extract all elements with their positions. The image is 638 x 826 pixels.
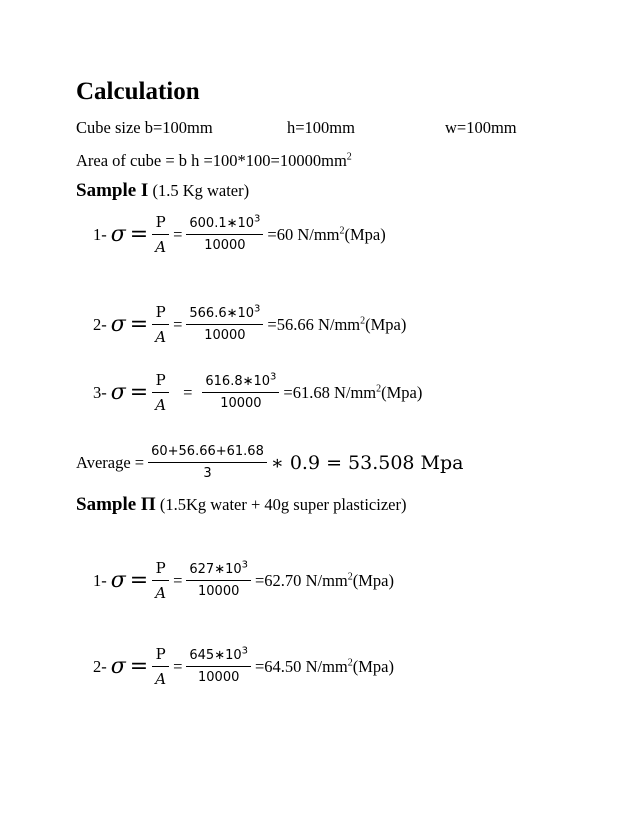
row-result <box>255 571 394 591</box>
result-value: =64.50 <box>255 656 302 676</box>
sample1-row-3 <box>93 371 426 414</box>
average-label: Average = <box>76 452 145 472</box>
fraction-numerator <box>186 213 263 235</box>
fraction-denominator: 10000 <box>220 396 262 411</box>
numerator-exponent: 3 <box>270 371 277 383</box>
sample2-label: Sample Π <box>76 494 156 515</box>
row-result <box>267 225 385 245</box>
p-over-a-fraction <box>152 213 169 256</box>
sample2-row-1 <box>93 559 398 602</box>
fraction-numerator <box>186 559 251 581</box>
value-fraction <box>202 371 279 411</box>
value-fraction <box>186 645 251 685</box>
page-title: Calculation <box>76 78 200 105</box>
unit-prefix: N/mm <box>301 570 348 590</box>
unit-sup: 2 <box>347 571 353 582</box>
fraction-numerator <box>186 645 251 667</box>
sample1-label: Sample I <box>76 180 149 201</box>
cube-area-text: Area of cube = b h =100*100=10000mm <box>76 151 347 170</box>
unit-prefix: N/mm <box>313 314 361 334</box>
unit-prefix: N/mm <box>301 656 348 676</box>
sigma-symbol: σ <box>110 654 126 679</box>
fraction-denominator: 10000 <box>198 584 240 599</box>
unit-prefix: N/mm <box>293 224 340 244</box>
fraction-denominator: A <box>155 328 167 346</box>
p-over-a-fraction <box>152 371 169 414</box>
numerator-base: 616.8∗10 <box>205 374 271 389</box>
cube-size-b: Cube size b=100mm <box>76 118 213 137</box>
equals-sign: = <box>173 656 183 676</box>
sigma-symbol: σ <box>110 222 126 247</box>
sample1-row-2 <box>93 303 410 346</box>
row-index: 1- <box>93 224 107 244</box>
average-fraction <box>148 444 267 481</box>
row-result <box>255 657 394 677</box>
fraction-denominator: A <box>155 670 167 688</box>
fraction-denominator: 10000 <box>204 238 246 253</box>
row-index: 1- <box>93 570 107 590</box>
numerator-exponent: 3 <box>241 559 248 571</box>
p-over-a-fraction <box>152 303 169 346</box>
fraction-numerator: 60+56.66+61.68 <box>148 444 267 463</box>
row-result <box>283 383 422 403</box>
sample2-note: (1.5Kg water + 40g super plasticizer) <box>155 495 407 514</box>
equals-sign: = <box>173 224 183 244</box>
result-value: =56.66 <box>267 314 314 334</box>
sample1-heading <box>76 180 249 202</box>
fraction-numerator: P <box>152 371 169 393</box>
unit-suffix: (Mpa) <box>365 314 407 334</box>
equals-sign: = <box>129 568 149 593</box>
numerator-base: 627∗10 <box>189 562 242 577</box>
unit-sup: 2 <box>347 657 353 668</box>
sigma-symbol: σ <box>110 568 126 593</box>
sample1-average <box>76 444 468 481</box>
value-fraction <box>186 559 251 599</box>
result-value: =62.70 <box>255 570 302 590</box>
fraction-denominator: A <box>155 584 167 602</box>
fraction-numerator: P <box>152 645 169 667</box>
unit-suffix: (Mpa) <box>352 656 394 676</box>
cube-size-h: h=100mm <box>287 118 355 137</box>
unit-suffix: (Mpa) <box>344 224 386 244</box>
fraction-numerator <box>202 371 279 393</box>
sample1-row-1 <box>93 213 390 256</box>
row-index: 3- <box>93 382 107 402</box>
fraction-numerator: P <box>152 213 169 235</box>
unit-sup: 2 <box>360 315 366 326</box>
average-result: ∗ 0.9 = 53.508 Mpa <box>270 451 464 474</box>
fraction-denominator: A <box>155 238 167 256</box>
numerator-base: 566.6∗10 <box>189 306 255 321</box>
sigma-symbol: σ <box>110 380 126 405</box>
sample2-row-2 <box>93 645 398 688</box>
result-value: =61.68 <box>283 382 330 402</box>
fraction-denominator: 10000 <box>204 328 246 343</box>
p-over-a-fraction <box>152 645 169 688</box>
sample1-note: (1.5 Kg water) <box>148 181 250 200</box>
result-value: =60 <box>267 224 294 244</box>
equals-sign: = <box>129 654 149 679</box>
equals-sign: = <box>173 570 183 590</box>
numerator-base: 600.1∗10 <box>189 216 255 231</box>
unit-suffix: (Mpa) <box>381 382 423 402</box>
unit-suffix: (Mpa) <box>352 570 394 590</box>
equals-sign: = <box>129 380 149 405</box>
sample2-heading <box>76 494 406 516</box>
cube-area-sup: 2 <box>346 151 352 163</box>
cube-size-w: w=100mm <box>445 118 517 137</box>
unit-prefix: N/mm <box>329 382 377 402</box>
fraction-denominator: 3 <box>203 466 212 481</box>
numerator-exponent: 3 <box>241 645 248 657</box>
value-fraction <box>186 303 263 343</box>
fraction-numerator <box>186 303 263 325</box>
sigma-symbol: σ <box>110 312 126 337</box>
cube-area <box>76 151 352 171</box>
numerator-exponent: 3 <box>254 213 261 225</box>
numerator-base: 645∗10 <box>189 648 242 663</box>
row-index: 2- <box>93 314 107 334</box>
equals-sign: = <box>183 382 193 402</box>
equals-sign: = <box>173 314 183 334</box>
value-fraction <box>186 213 263 253</box>
numerator-exponent: 3 <box>254 303 261 315</box>
row-result <box>267 315 406 335</box>
equals-sign: = <box>129 222 149 247</box>
fraction-numerator: P <box>152 559 169 581</box>
fraction-numerator: P <box>152 303 169 325</box>
fraction-denominator: 10000 <box>198 670 240 685</box>
equals-sign: = <box>129 312 149 337</box>
unit-sup: 2 <box>339 225 345 236</box>
row-index: 2- <box>93 656 107 676</box>
fraction-denominator: A <box>155 396 167 414</box>
unit-sup: 2 <box>376 383 382 394</box>
p-over-a-fraction <box>152 559 169 602</box>
